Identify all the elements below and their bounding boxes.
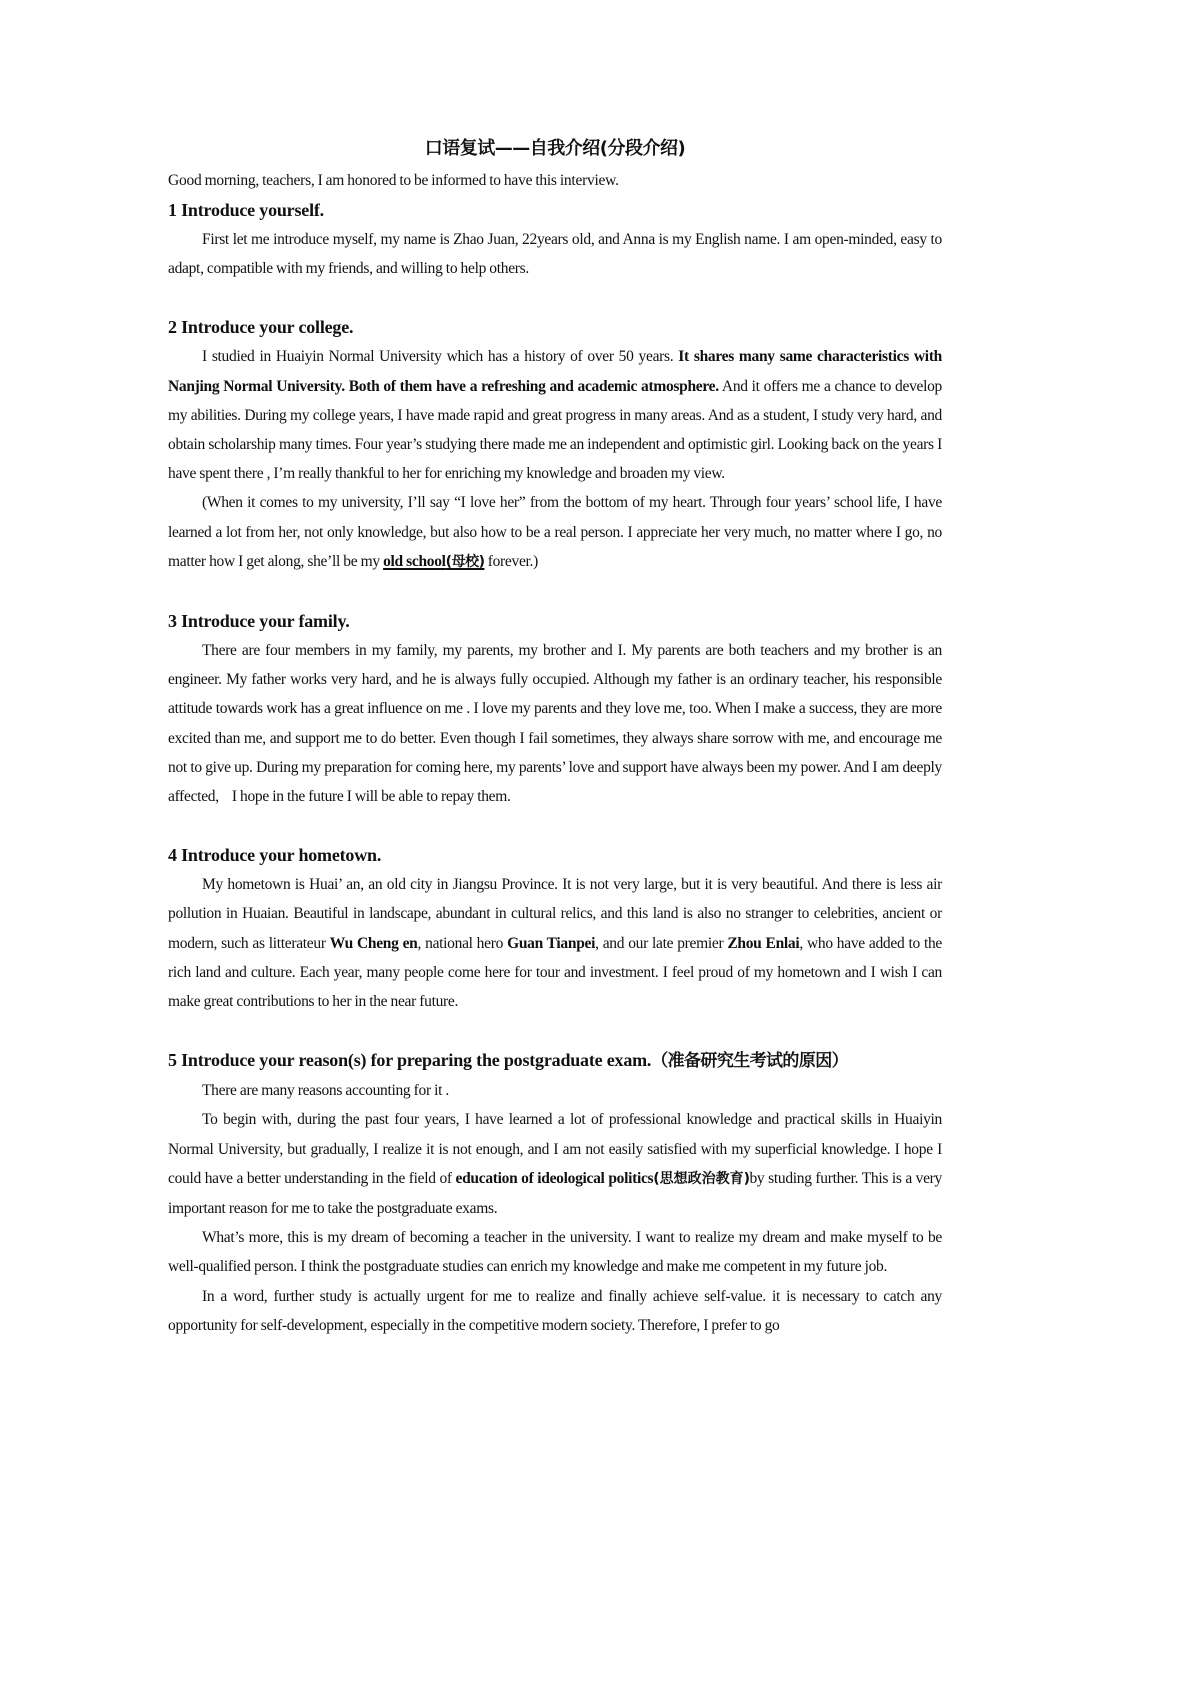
bold-text: Guan Tianpei xyxy=(507,934,596,952)
paragraph xyxy=(168,488,942,577)
paragraph xyxy=(168,870,942,1016)
bold-text: (思想政治教育) xyxy=(653,1170,750,1187)
section-heading xyxy=(168,606,942,636)
paragraph xyxy=(168,1076,942,1105)
paragraph xyxy=(168,225,942,283)
section-heading-text: 3 Introduce your family. xyxy=(168,611,350,632)
section-heading xyxy=(168,1045,942,1076)
text-run: (When it comes to my university, I’ll say “I love her” from the bottom of my heart. Through four years’ school life, I have learned a lot from her, not only knowledge, but also how to be a real person. I appreciate her very much, no matter where I go, no matter how I get along, she’ll be my xyxy=(168,494,942,570)
greeting-line: Good morning, teachers, I am honored to be informed to have this interview. xyxy=(168,172,619,189)
bold-text: Zhou Enlai xyxy=(727,934,800,952)
text-run: In a word, further study is actually urgent for me to realize and finally achieve self-value. it is necessary to catch any opportunity for self-development, especially in the competitive modern society. Therefore, I prefer to go xyxy=(168,1287,942,1334)
section-heading-text: 1 Introduce yourself. xyxy=(168,200,324,220)
underlined-text: (母校) xyxy=(445,553,485,570)
text-run: I studied in Huaiyin Normal University which has a history of over 50 years. xyxy=(202,348,679,366)
bold-text xyxy=(383,553,446,570)
section-heading-text: 5 Introduce your reason(s) for preparing the postgraduate exam. xyxy=(168,1050,652,1071)
bold-text: Wu Cheng en xyxy=(329,934,418,952)
document-title: 口语复试——自我介绍(分段介绍) xyxy=(424,138,686,159)
bold-text xyxy=(446,554,485,570)
text-run: , national hero xyxy=(417,934,508,952)
text-run: First let me introduce myself, my name is Zhao Juan, 22years old, and Anna is my English name. I am open-minded, easy to adapt, compatible with my friends, and willing to help others. xyxy=(168,231,942,278)
text-run: , who have added to the rich land and culture. Each year, many people come here for tour and investment. I feel proud of my hometown and I wish I can make great contributions to her in the near future. xyxy=(168,934,942,1011)
text-run: There are four members in my family, my parents, my brother and I. My parents are both teachers and my brother is an engineer. My father works very hard, and he is always fully occupied. Although my father is an ordinary teacher, his responsible attitude towards work has a great influence on me . I love my parents and they love me, too. When I make a success, they are more excited than me, and support me to do better. Even though I fail sometimes, they always share sorrow with me, and encourage me not to give up. During my preparation for coming here, my parents’ love and support have always been my power. And I am deeply affected, I hope in the future I will be able to repay them. xyxy=(168,642,942,806)
section-1 xyxy=(168,195,942,283)
text-run: by studing further. This is a very important reason for me to take the postgraduate exams. xyxy=(168,1169,942,1218)
section-spacer xyxy=(168,811,942,840)
text-run: There are many reasons accounting for it . xyxy=(202,1082,449,1100)
section-heading xyxy=(168,840,942,870)
underlined-text: old school xyxy=(383,552,446,570)
section-heading-text: 2 Introduce your college. xyxy=(168,317,354,338)
text-run: What’s more, this is my dream of becoming a teacher in the university. I want to realize my dream and make myself to be well-qualified person. I think the postgraduate studies can enrich my knowledge and make me competent in my future job. xyxy=(168,1229,942,1276)
bold-text: education of ideological politics xyxy=(455,1169,654,1187)
section-2 xyxy=(168,283,942,577)
section-spacer xyxy=(168,1016,942,1045)
section-heading xyxy=(168,312,942,342)
section-spacer xyxy=(168,283,942,312)
text-run: , and our late premier xyxy=(595,934,728,952)
bold-text: It shares many same characteristics with Nanjing Normal University. Both of them have a refreshing and academic atmosphere. xyxy=(168,348,942,395)
text-run: My hometown is Huai’ an, an old city in Jiangsu Province. It is not very large, but it is very beautiful. And there is less air pollution in Huaian. Beautiful in landscape, abundant in cultural relics, and this land is also no stranger to celebrities, ancient or modern, such as litterateur xyxy=(168,876,942,952)
document-page xyxy=(168,134,942,1340)
paragraph xyxy=(168,636,942,811)
section-5 xyxy=(168,1016,942,1340)
section-heading xyxy=(168,195,942,225)
paragraph xyxy=(168,1282,942,1340)
sections-container xyxy=(168,195,942,1340)
section-3 xyxy=(168,577,942,811)
text-run: To begin with, during the past four years, I have learned a lot of professional knowledge and practical skills in Huaiyin Normal University, but gradually, I realize it is not enough, and I am not easily satisfied with my superficial knowledge. I hope I could have a better understanding in the field of xyxy=(168,1111,942,1187)
text-run: And it offers me a chance to develop my abilities. During my college years, I have made rapid and great progress in many areas. And as a student, I study very hard, and obtain scholarship many times. Four year’s studying there made me an independent and optimistic girl. Looking back on the years I have spent there , I’m really thankful to her for enriching my knowledge and broaden my view. xyxy=(168,377,943,483)
paragraph xyxy=(168,1105,942,1223)
section-4 xyxy=(168,811,942,1016)
section-spacer xyxy=(168,577,942,606)
text-run: forever.) xyxy=(484,552,538,570)
section-heading-chinese: （准备研究生考试的原因） xyxy=(651,1051,849,1072)
paragraph xyxy=(168,342,942,488)
section-heading-text: 4 Introduce your hometown. xyxy=(168,845,382,866)
paragraph xyxy=(168,1223,942,1281)
